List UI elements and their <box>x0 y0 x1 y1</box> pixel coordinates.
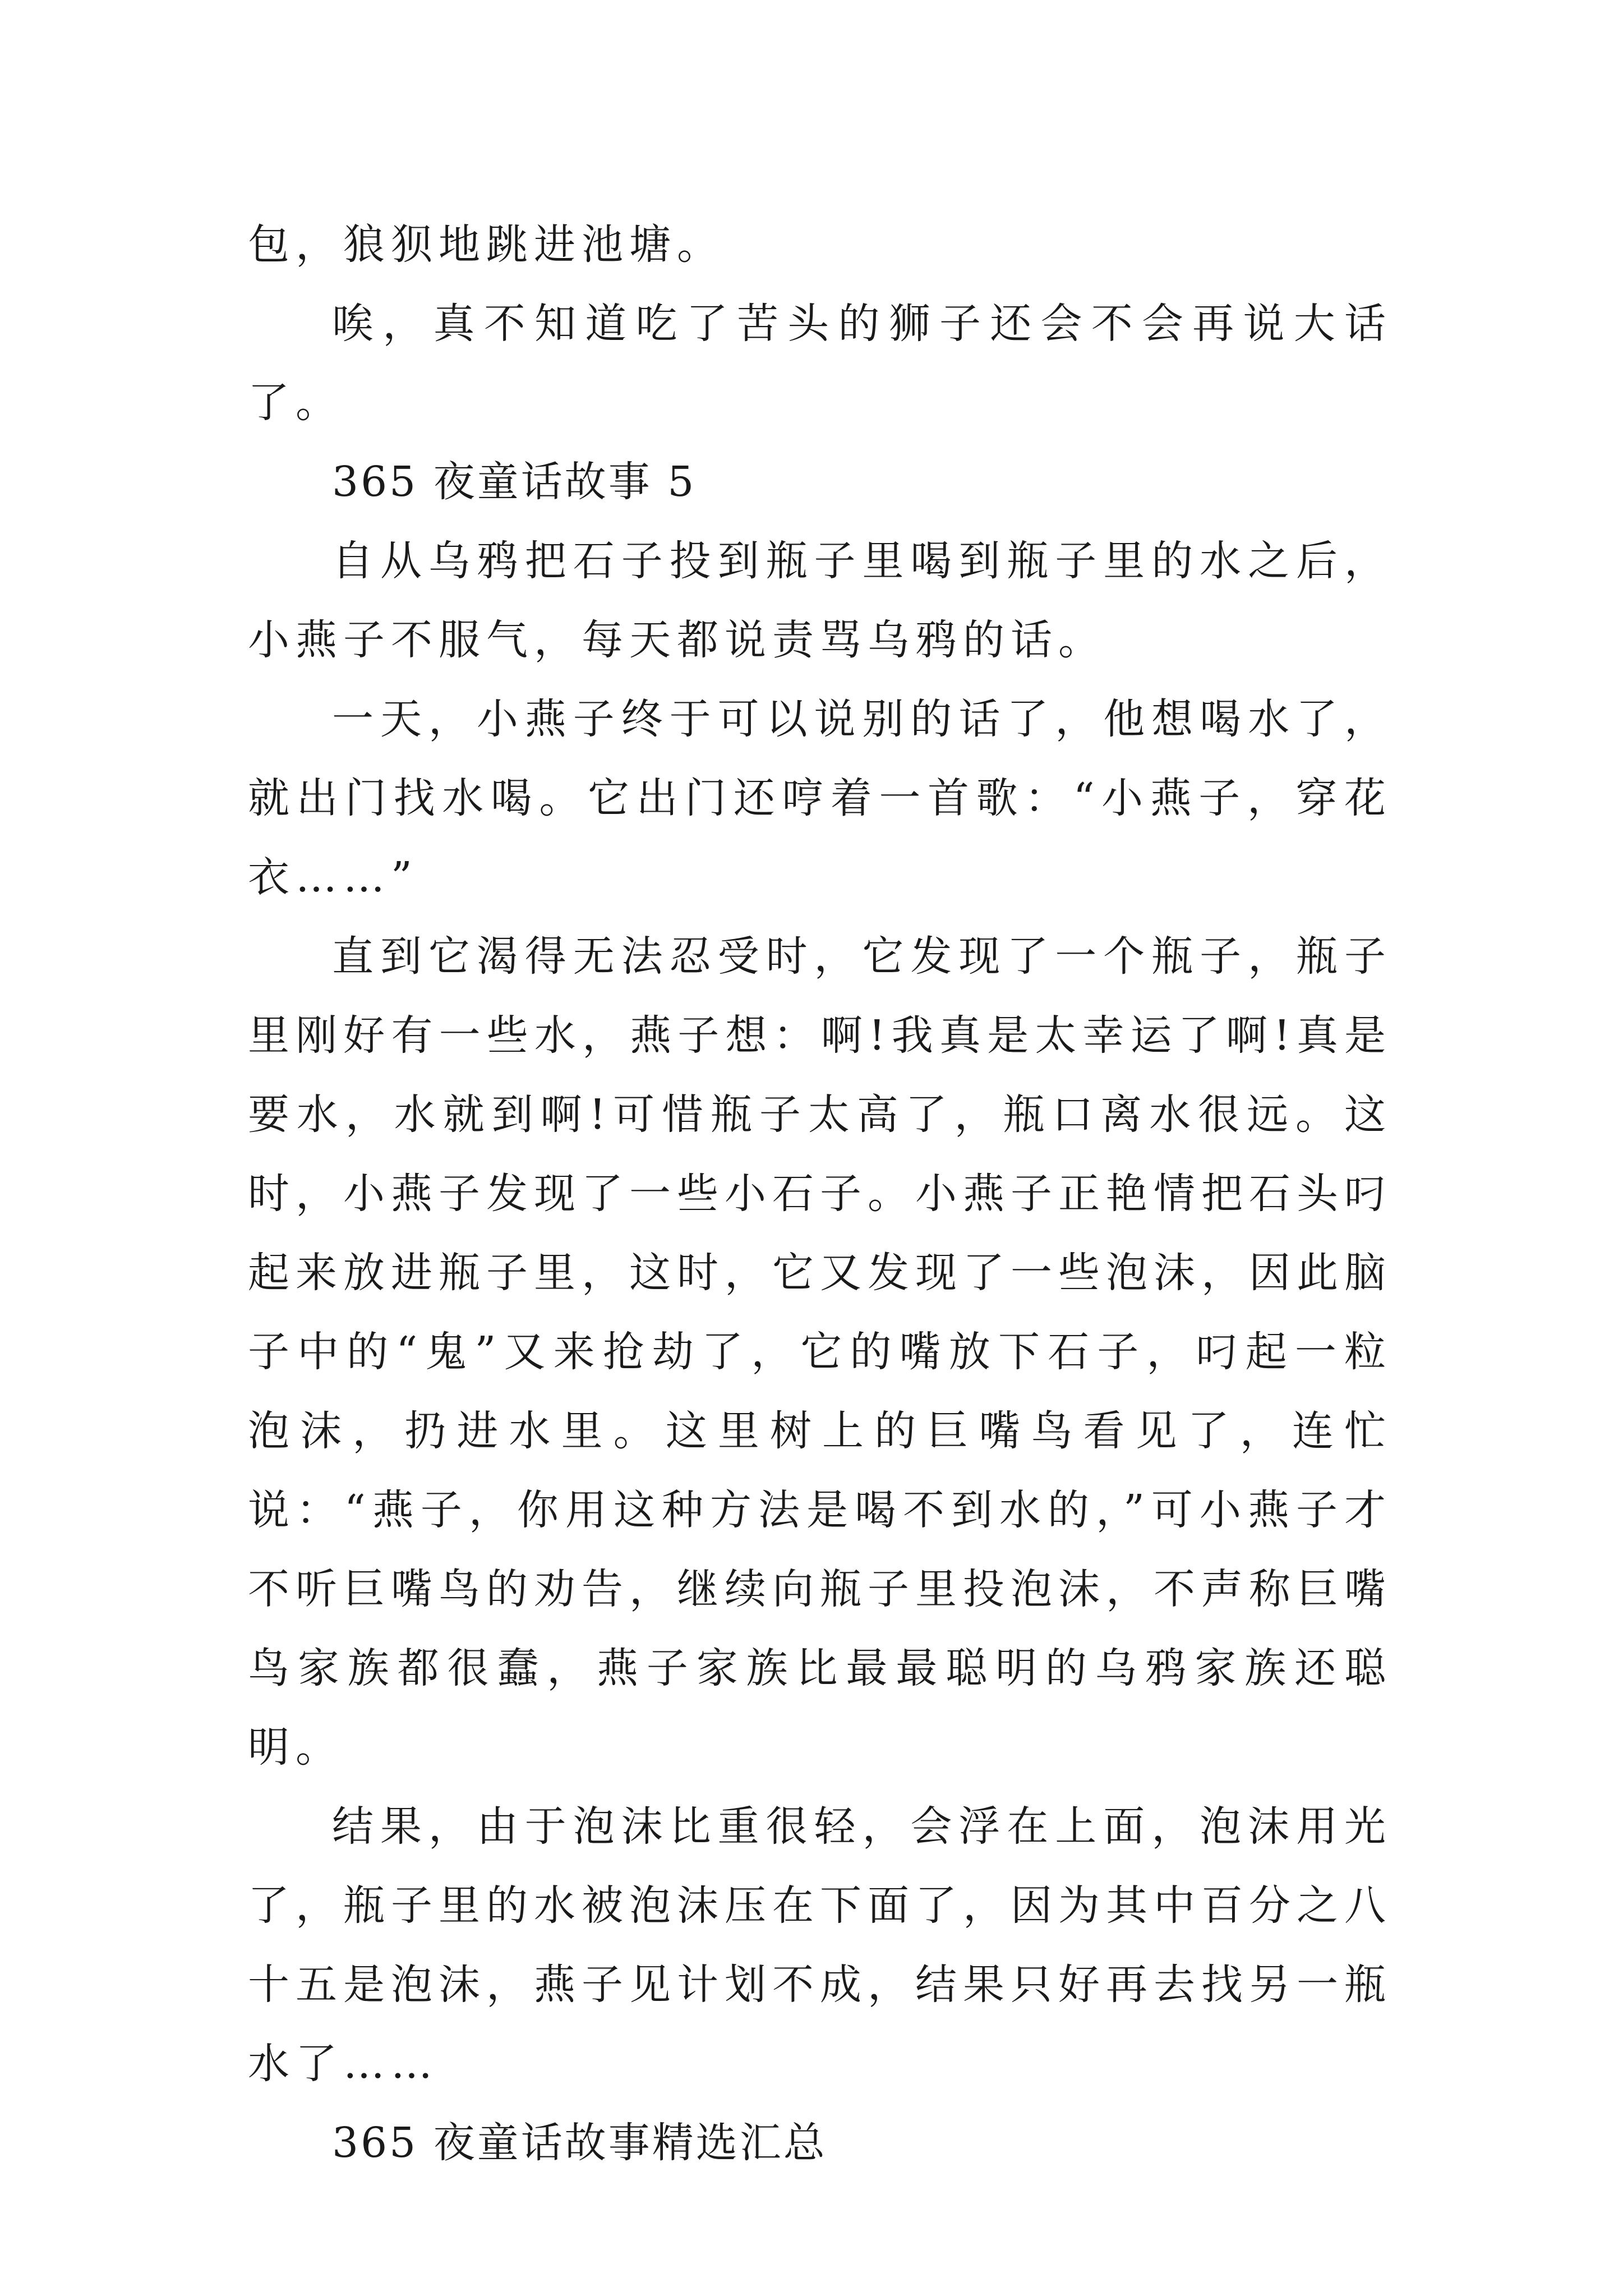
paragraph-continuation: 包，狼狈地跳进池塘。 <box>248 220 725 269</box>
paragraph-swallow-thirsty: 一天，小燕子终于可以说别的话了，他想喝水了，就出门找水喝。它出门还哼着一首歌：“小燕子，穿花衣……” <box>248 695 1392 901</box>
paragraph-swallow-result: 结果，由于泡沫比重很轻，会浮在上面，泡沫用光了，瓶子里的水被泡沫压在下面了，因为其中百分之八十五是泡沫，燕子见计划不成，结果只好再去找另一瓶水了…… <box>248 1802 1392 2088</box>
document-body <box>248 205 1392 2183</box>
paragraph-swallow-bottle: 直到它渴得无法忍受时，它发现了一个瓶子，瓶子里刚好有一些水，燕子想：啊!我真是太幸运了啊!真是要水，水就到啊!可惜瓶子太高了，瓶口离水很远。这时，小燕子发现了一些小石子。小燕子正艳情把石头叼起来放进瓶子里，这时，它又发现了一些泡沫，因此脑子中的“鬼”又来抢劫了，它的嘴放下石子，叼起一粒泡沫，扔进水里。这里树上的巨嘴鸟看见了，连忙说：“燕子，你用这种方法是喝不到水的，”可小燕子才不听巨嘴鸟的劝告，继续向瓶子里投泡沫，不声称巨嘴鸟家族都很蠢，燕子家族比最最聪明的乌鸦家族还聪明。 <box>248 932 1392 1772</box>
paragraph-lion-ending: 唉，真不知道吃了苦头的狮子还会不会再说大话了。 <box>248 300 1392 427</box>
paragraph-swallow-intro: 自从乌鸦把石子投到瓶子里喝到瓶子里的水之后，小燕子不服气，每天都说责骂乌鸦的话。 <box>248 537 1392 664</box>
story-heading-5: 365 夜童话故事 5 <box>332 458 697 506</box>
collection-heading: 365 夜童话故事精选汇总 <box>332 2119 827 2167</box>
